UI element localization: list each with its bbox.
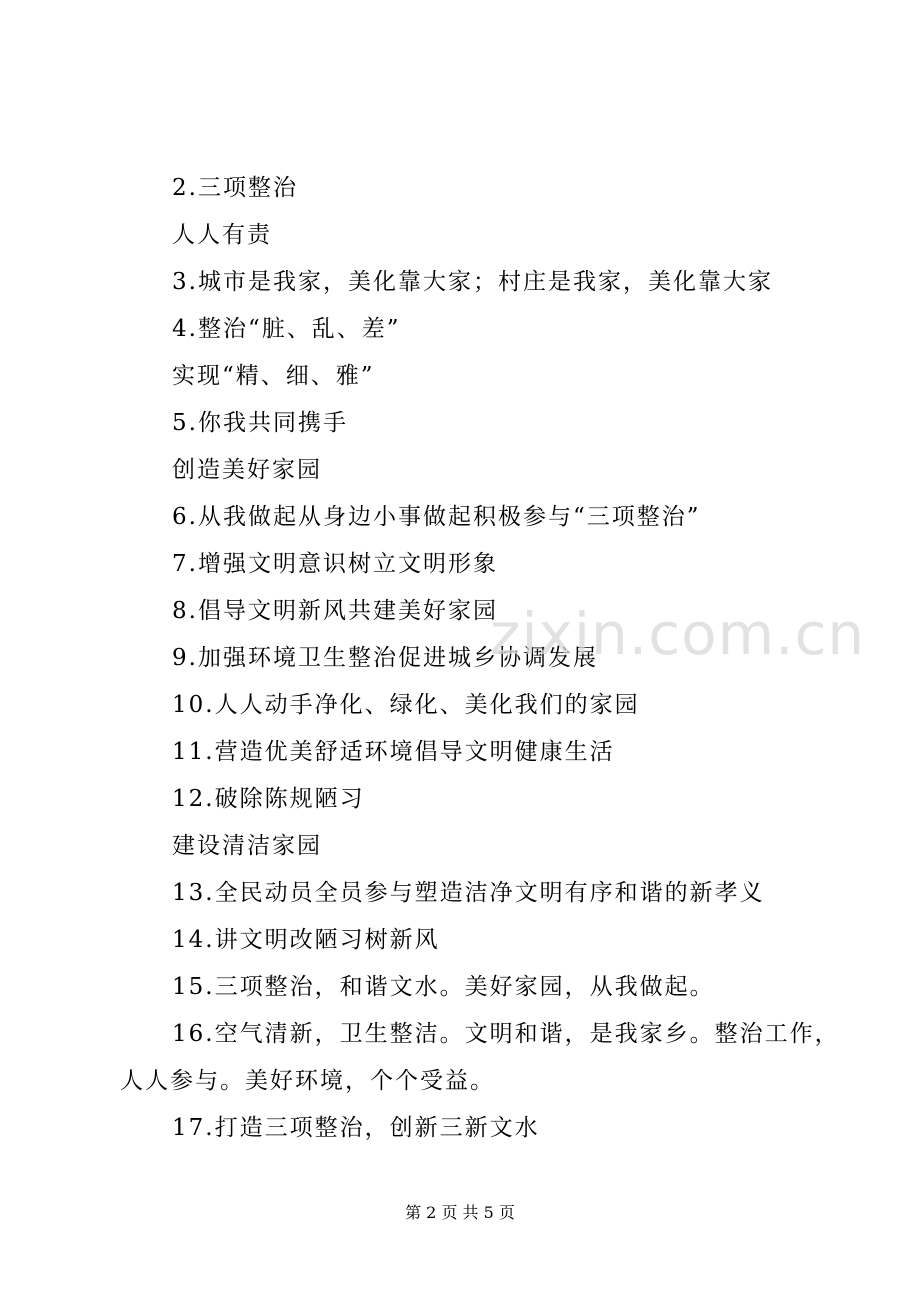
text-line: 12.破除陈规陋习: [172, 786, 365, 812]
text-line-continuation: 人人参与。美好环境，个个受益。: [120, 1068, 495, 1094]
text-line: 5.你我共同携手: [172, 410, 348, 436]
text-line: 4.整治“脏、乱、差”: [172, 316, 401, 342]
text-line: 实现“精、细、雅”: [172, 363, 375, 389]
text-line: 建设清洁家园: [172, 833, 322, 859]
text-line: 13.全民动员全员参与塑造洁净文明有序和谐的新孝义: [172, 880, 765, 906]
text-line: 17.打造三项整治，创新三新文水: [172, 1115, 540, 1141]
text-line: 8.倡导文明新风共建美好家园: [172, 598, 498, 624]
text-line: 14.讲文明改陋习树新风: [172, 927, 440, 953]
text-line: 15.三项整治，和谐文水。美好家园，从我做起。: [172, 974, 715, 1000]
text-line: 3.城市是我家，美化靠大家；村庄是我家，美化靠大家: [172, 269, 773, 295]
text-line: 10.人人动手净化、绿化、美化我们的家园: [172, 692, 640, 718]
text-line: 2.三项整治: [172, 175, 298, 201]
text-line: 11.营造优美舒适环境倡导文明健康生活: [172, 739, 615, 765]
text-line: 人人有责: [172, 222, 272, 248]
text-line: 6.从我做起从身边小事做起积极参与“三项整治”: [172, 504, 701, 530]
text-line: 7.增强文明意识树立文明形象: [172, 551, 498, 577]
text-line: 16.空气清新，卫生整洁。文明和谐，是我家乡。整治工作，: [172, 1021, 840, 1047]
text-line: 创造美好家园: [172, 457, 322, 483]
text-line: 9.加强环境卫生整治促进城乡协调发展: [172, 645, 598, 671]
watermark: zixin.com.cn: [490, 600, 866, 668]
page-number-footer: 第 2 页 共 5 页: [405, 1203, 515, 1222]
